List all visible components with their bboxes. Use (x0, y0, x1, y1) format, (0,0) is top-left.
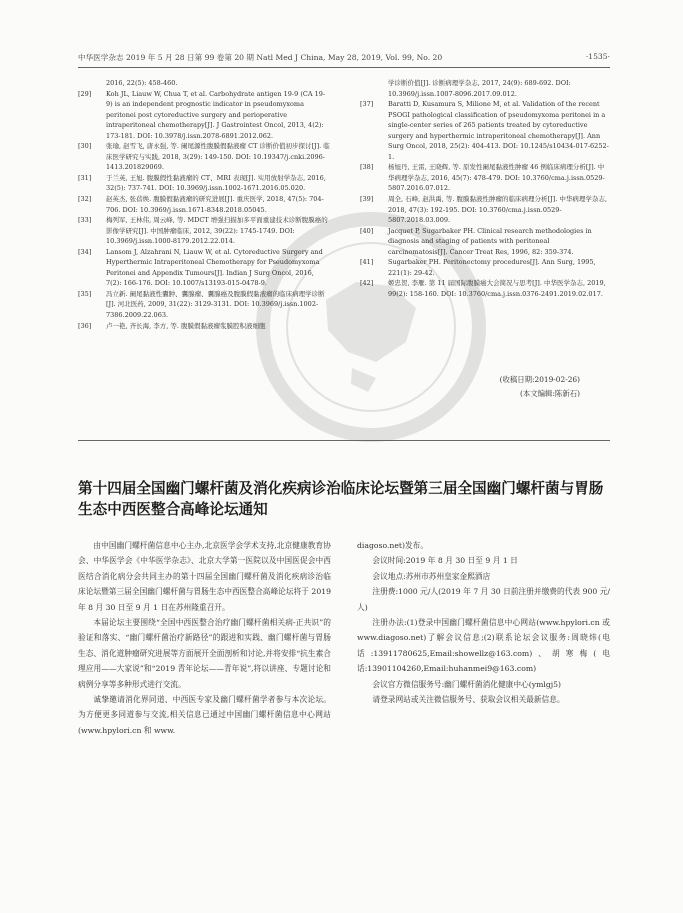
reference-continuation: 2016, 22(5): 458-460. (106, 79, 178, 87)
received-block (420, 373, 580, 401)
reference-entry: [40] Jacquet P, Sugarbaker PH. Clinical research methodologies in diagnosis and staging of patients with peritoneal carcinomatosis[J]. Cancer Treat Res, 1996, 82: 359-374. (360, 226, 592, 256)
notice-paragraph: 诚挚邀请消化界同道、中西医专家及幽门螺杆菌学者参与本次论坛。为方便更多同道参与交流,相关信息已通过中国幽门螺杆菌信息中心网站(www.hpylori.cn 和 www. (78, 695, 331, 735)
reference-entry: [34] Lansom J, Alzahrani N, Liauw W, et al. Cytoreductive Surgery and Hyperthermic Intraperitoneal Chemotherapy for Pseudomyxoma Peritonei and Appendix Tumours[J]. Indian J Surg Oncol, 2016, 7(2): 166-176. DOI: 10.1007/s13193-015-0478-9. (78, 247, 323, 288)
reference-entry: [41] Sugarbaker PH. Peritonectomy procedures[J]. Ann Surg, 1995, 221(1): 29-42. (360, 258, 596, 277)
reference-entry: [31] 于兰英, 王旭. 腹膜假性黏液瘤的 CT、MRI 表现[J]. 实用放射学杂志, 2016, 32(5): 737-741. DOI: 10.3969/j.issn.1002-1671.2016.05.020. (78, 173, 326, 193)
reference-entry: [29] Koh JL, Liauw W, Chua T, et al. Carbohydrate antigen 19-9 (CA 19-9) is an independent prognostic indicator in pseudomyxoma peritonei post cytoreductive surgery and perioperative intraperitoneal chemotherapy[J]. J Gastrointest Oncol, 2013, 4(2): 173-181. DOI: 10.3978/j.issn.2078-6891.2012.062. (78, 89, 326, 140)
editor-credit: (本文编辑:陈新石) (520, 389, 580, 398)
wechat-account: 会议官方微信服务号:幽门螺杆菌消化健康中心(ymlgj5) (372, 679, 562, 689)
page-number: ·1535· (585, 52, 610, 61)
notice-paragraph: 本届论坛主要围绕“全国中西医整合治疗幽门螺杆菌相关病-正共识”的验证和落实、“幽门螺杆菌治疗新路径”的跟进和实践、幽门螺杆菌与胃肠生态、消化道肿瘤研究进展等方面展开全面剖析和讨论,并将安排“抗生素合理应用——大家说”和“2019 青年论坛——青年说”,将以讲座、专题讨论和病例分享等多种形式进行交流。 (78, 618, 331, 689)
received-date: (收稿日期:2019-02-26) (499, 375, 580, 384)
reference-entry: [30] 张瑜, 赵雪飞, 唐永强, 等. 阑尾源性腹膜假黏液瘤 CT 诊断价值初步探讨[J]. 临床医学研究与实践, 2018, 3(29): 149-150. DOI: 10.19347/j.cnki.2096-1413.201829069. (78, 142, 330, 172)
registration-method: 注册办法:(1)登录中国幽门螺杆菌信息中心网站(www.hpylori.cn 或 www.diagoso.net)了解会议信息;(2)联系论坛会议服务:周晓炜(电话:13911780625,Email:showellz@163.com)、胡寒梅(电话:13901104260,Email:huhanmei9@163.com) (357, 618, 610, 674)
journal-info: 中华医学杂志 2019 年 5 月 28 日第 99 卷第 20 期 Natl Med J China, May 28, 2019, Vol. 99, No. 20 (78, 53, 443, 62)
reference-entry: [39] 周全, 石峰, 赵洪禹, 等. 腹膜黏液性肿瘤的临床病理分析[J]. 中华病理学杂志, 2018, 47(3): 192-195. DOI: 10.3760/cma.j.issn.0529-5807.2018.03.009. (360, 195, 607, 225)
reference-entry: [32] 赵英杰, 张蓓焕. 腹膜假黏液瘤的研究进展[J]. 重庆医学, 2018, 47(5): 704-706. DOI: 10.3969/j.issn.1671-8348.2018.05045. (78, 195, 324, 214)
running-header (78, 52, 610, 64)
section-rule (78, 440, 610, 441)
notice-body-right (357, 538, 610, 707)
meeting-venue: 会议地点:苏州市苏州皇家金熙酒店 (372, 571, 491, 581)
notice-title: 第十四届全国幽门螺杆菌及消化疾病诊治临床论坛暨第三届全国幽门螺杆菌与胃肠生态中西医整合高峰论坛通知 (78, 480, 604, 518)
reference-entry: [33] 梅列军, 王林伟, 周云峰, 等. MDCT 增强扫描加多平面重建技术诊断腹膜癌的影像学研究[J]. 中国肿瘤临床, 2012, 39(22): 1745-1749. DOI: 10.3969/j.issn.1000-8179.2012.22.014. (78, 216, 328, 246)
reference-continuation: 学诊断价值[J]. 诊断病理学杂志, 2017, 24(9): 689-692. DOI: 10.3969/j.issn.1007-8096.2017.09.012. (388, 79, 571, 98)
reference-list-right (360, 78, 610, 299)
notice-paragraph: diagoso.net)发布。 (357, 541, 429, 550)
reference-list-left (78, 78, 331, 331)
reference-entry: [36] 卢一艳, 齐长海, 李方, 等. 腹膜假黏液瘤浆膜腔积液细胞 (78, 321, 266, 330)
reference-entry: [37] Baratti D, Kusamura S, Milione M, et al. Validation of the recent PSOGI pathological classification of pseudomyxoma peritonei in a single-center series of 265 patients treated by cytoreductive surgery and hyperthermic intraperitoneal chemotherapy[J]. Ann Surg Oncol, 2018, 25(2): 404-413. DOI: 10.1245/s10434-017-6252-1. (360, 100, 609, 161)
meeting-time: 会议时间:2019 年 8 月 30 日至 9 月 1 日 (372, 556, 518, 566)
registration-fee: 注册费:1000 元/人(2019 年 7 月 30 日前注册并缴费的代表 900 元/人) (357, 587, 610, 612)
reference-entry: [38] 杨旭丹, 王雷, 王晓辉, 等. 原发性阑尾黏液性肿瘤 46 例临床病理分析[J]. 中华病理学杂志, 2016, 45(7): 478-479. DOI: 10.3760/cma.j.issn.0529-5807.2016.07.012. (360, 163, 605, 193)
reference-entry: [42] 姬忠贺, 李雁. 第 11 届国际腹膜癌大会简况与思考[J]. 中华医学杂志, 2019, 99(2): 158-160. DOI: 10.3760/cma.j.issn.0376-2491.2019.02.017. (360, 279, 606, 298)
header-rule (78, 67, 610, 68)
notice-paragraph: 由中国幽门螺杆菌信息中心主办,北京医学会学术支持,北京健康教育协会、中华医学会《中华医学杂志》、北京大学第一医院以及中国医促会中西医结合消化病分会共同主办的第十四届全国幽门螺杆菌及消化疾病诊治临床论坛暨第三届全国幽门螺杆菌与胃肠生态中西医整合高峰论坛将于 2019 年 8 月 30 日至 9 月 1 日在苏州隆重召开。 (78, 541, 331, 612)
notice-body-left (78, 538, 331, 738)
notice-closing: 请登录网站或关注微信服务号、获取会议相关最新信息。 (372, 695, 565, 705)
reference-entry: [35] 冯立新. 阑尾黏液性囊肿、囊腺瘤、囊腺癌及腹膜假黏液瘤的临床病理学诊断[J]. 河北医药, 2009, 31(22): 3129-3131. DOI: 10.3969/j.issn.1002-7386.2009.22.063. (78, 289, 325, 320)
